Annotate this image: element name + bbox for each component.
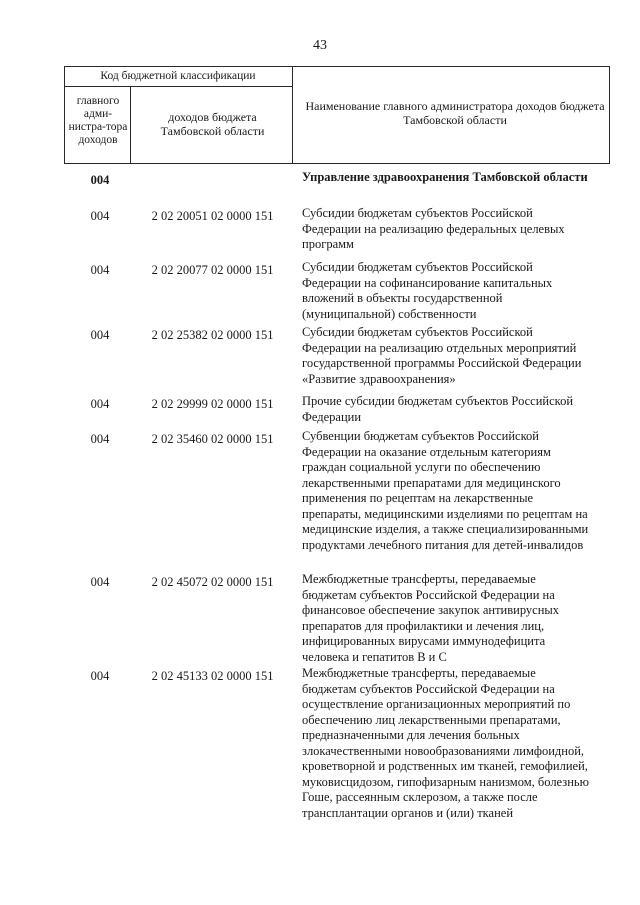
table-row-name: Прочие субсидии бюджетам субъектов Российской Федерации [302, 394, 574, 424]
header-admin-column: главного адми-нистра-тора доходов [68, 95, 128, 146]
header-col-divider-1 [130, 86, 131, 164]
table-row-income-code: 2 02 20077 02 0000 151 [151, 263, 274, 277]
header-bottom-border [64, 163, 610, 164]
table-row-income-code: 2 02 29999 02 0000 151 [151, 397, 274, 411]
table-top-border [64, 66, 610, 67]
header-col-divider-2 [292, 66, 293, 164]
page-number: 43 [313, 38, 327, 53]
header-income-column: доходов бюджета Тамбовской области [160, 110, 265, 138]
table-row-admin-code: 004 [90, 209, 110, 223]
table-row-name: Межбюджетные трансферты, передаваемые бюджетам субъектов Российской Федерации на финансовое обеспечение закупок антивирусных препаратов для профилактики и лечения лиц, инфицированных вирусами иммунодефицита человека и гепатитов В и С [302, 572, 560, 664]
table-row-name: Субсидии бюджетам субъектов Российской Федерации на софинансирование капитальных вложений в объекты государственной (муниципальной) собственности [302, 260, 553, 321]
table-row-name: Субсидии бюджетам субъектов Российской Федерации на реализацию федеральных целевых программ [302, 206, 565, 251]
header-group-divider [64, 86, 292, 87]
table-row-name: Субсидии бюджетам субъектов Российской Федерации на реализацию отдельных мероприятий государственной программы Российской Федерации «Развитие здравоохранения» [302, 325, 582, 386]
table-row-admin-code: 004 [90, 173, 110, 187]
table-row-admin-code: 004 [90, 432, 110, 446]
table-row-income-code: 2 02 45133 02 0000 151 [151, 669, 274, 683]
header-name-column: Наименование главного администратора доходов бюджета Тамбовской области [305, 99, 605, 127]
table-row-name: Субвенции бюджетам субъектов Российской Федерации на оказание отдельным категориям граждан социальной услуги по обеспечению лекарственными препаратами для медицинского применения по рецептам на лекарственные препараты, медицинскими изделиями по рецептам на медицинские изделия, а также специализированными продуктами лечебного питания для детей-инвалидов [302, 429, 589, 552]
table-row-admin-code: 004 [90, 397, 110, 411]
table-row-name: Межбюджетные трансферты, передаваемые бюджетам субъектов Российской Федерации на осуществление организационных мероприятий по обеспечению лиц лекарственными препаратами, предназначенными для лечения больных злокачественными новообразованиями лимфоидной, кроветворной и родственных им тканей, гемофилией, муковисцидозом, гипофизарным нанизмом, болезнью Гоше, рассеянным склерозом, а также после трансплантации органов и (или) тканей [302, 666, 589, 820]
table-row-income-code: 2 02 20051 02 0000 151 [151, 209, 274, 223]
table-row-name: Управление здравоохранения Тамбовской области [302, 170, 588, 184]
table-row-income-code: 2 02 35460 02 0000 151 [151, 432, 274, 446]
table-row-admin-code: 004 [90, 263, 110, 277]
header-group-title: Код бюджетной классификации [100, 70, 256, 82]
table-row-income-code: 2 02 25382 02 0000 151 [151, 328, 274, 342]
table-right-border [609, 66, 610, 164]
table-row-admin-code: 004 [90, 669, 110, 683]
table-row-admin-code: 004 [90, 575, 110, 589]
table-row-admin-code: 004 [90, 328, 110, 342]
table-row-income-code: 2 02 45072 02 0000 151 [151, 575, 274, 589]
